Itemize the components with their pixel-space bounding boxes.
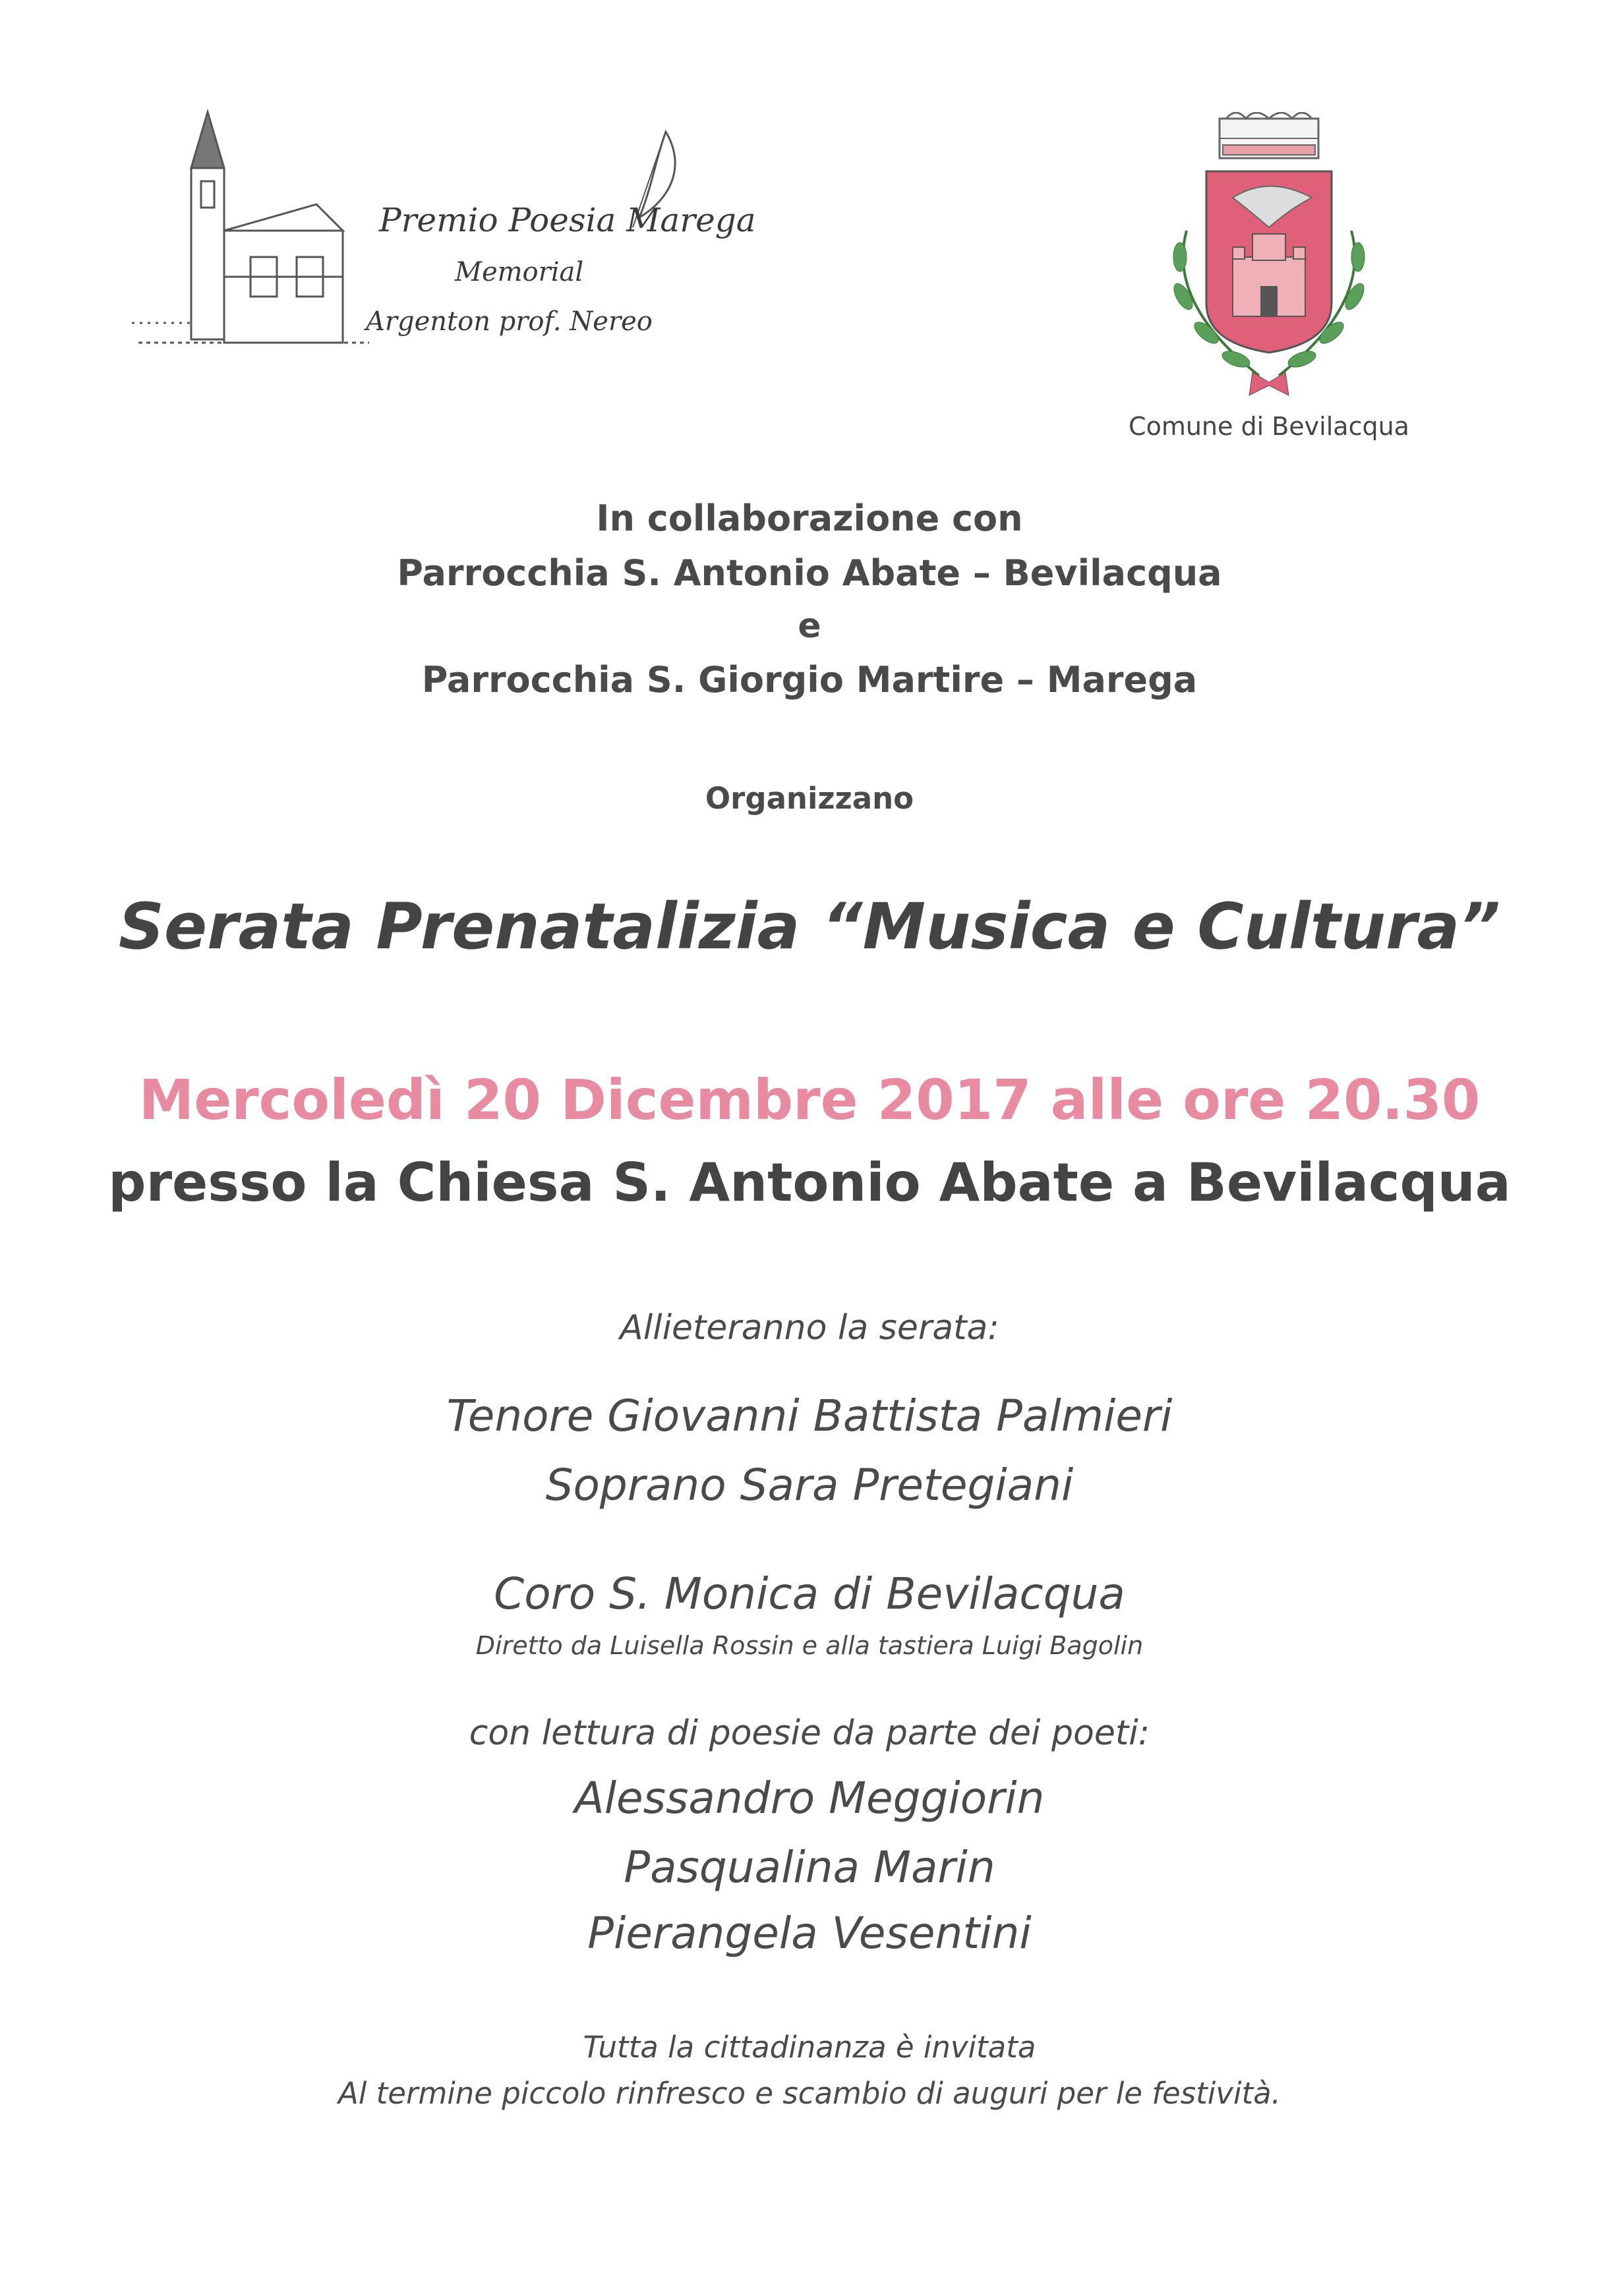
poet-name: Pierangela Vesentini	[587, 1908, 1032, 1959]
poets-intro: con lettura di poesie da parte dei poeti:	[469, 1713, 1150, 1753]
performer-choir: Coro S. Monica di Bevilacqua	[494, 1568, 1125, 1619]
footer-refreshment: Al termine piccolo rinfresco e scambio di auguri per le festività.	[338, 2076, 1281, 2111]
performer-soprano: Soprano Sara Pretegiani	[545, 1460, 1074, 1510]
collaboration-parish-1: Parrocchia S. Antonio Abate – Bevilacqua	[397, 552, 1222, 594]
event-venue: presso la Chiesa S. Antonio Abate a Bevilacqua	[108, 1152, 1511, 1213]
premio-argenton-text: Argenton prof. Nereo	[366, 306, 653, 337]
comune-crest-icon	[1160, 112, 1378, 402]
collaboration-intro: In collaborazione con	[596, 498, 1023, 539]
poet-name: Alessandro Meggiorin	[574, 1773, 1045, 1823]
footer-invitation: Tutta la cittadinanza è invitata	[583, 2030, 1036, 2065]
organizzano-label: Organizzano	[705, 781, 914, 816]
collaboration-parish-2: Parrocchia S. Giorgio Martire – Marega	[421, 659, 1198, 701]
premio-memorial-text: Memorial	[455, 257, 584, 287]
premio-poesia-title: Premio Poesia Marega	[379, 201, 756, 239]
event-date: Mercoledì 20 Dicembre 2017 alle ore 20.30	[138, 1068, 1481, 1132]
collaboration-conjunction: e	[798, 606, 821, 646]
poet-name: Pasqualina Marin	[624, 1842, 995, 1893]
crown-icon	[1220, 113, 1318, 158]
performer-tenor: Tenore Giovanni Battista Palmieri	[446, 1391, 1173, 1441]
event-title: Serata Prenatalizia “Musica e Cultura”	[118, 890, 1501, 963]
comune-label: Comune di Bevilacqua	[1129, 412, 1409, 441]
choir-detail: Diretto da Luisella Rossin e alla tastiera Luigi Bagolin	[475, 1631, 1144, 1660]
program-intro: Allieteranno la serata:	[620, 1308, 999, 1348]
